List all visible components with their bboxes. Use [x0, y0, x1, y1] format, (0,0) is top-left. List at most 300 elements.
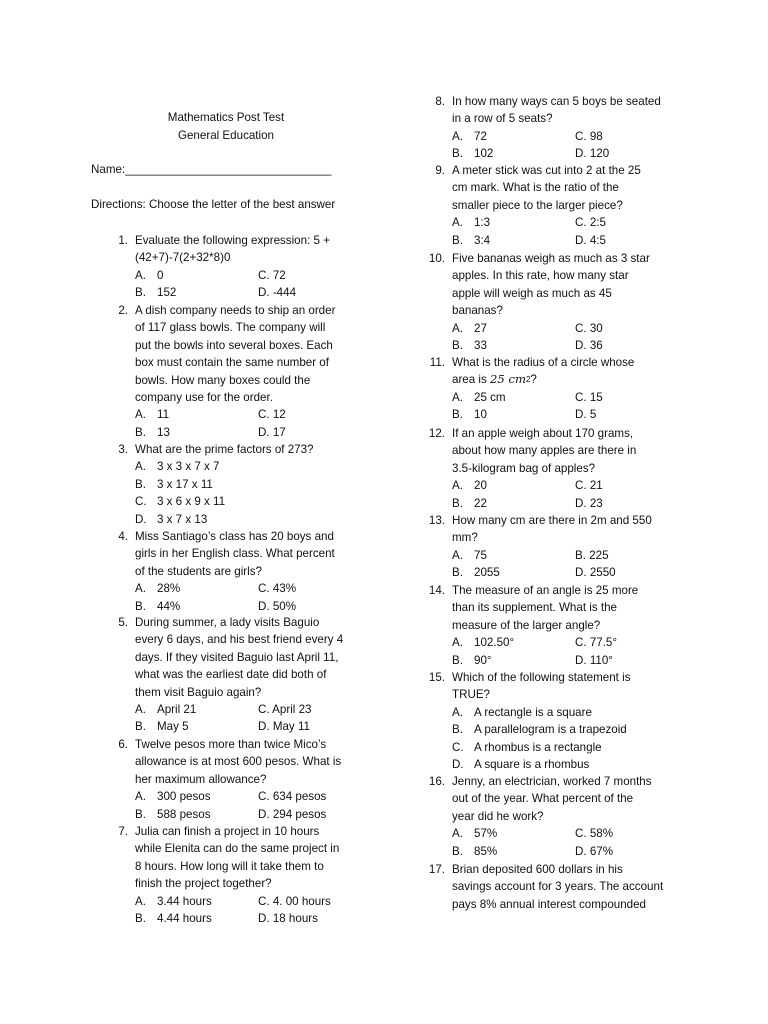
question-line [408, 582, 698, 599]
option-row [452, 389, 698, 406]
option-letter: A. [452, 129, 463, 143]
option-letter: A. [452, 548, 463, 562]
question-10 [408, 250, 698, 354]
answer-options [452, 128, 698, 163]
question-text: Julia can finish a project in 10 hours [135, 825, 320, 838]
question-line [91, 614, 381, 631]
option-text: 3 x 17 x 11 [157, 477, 213, 491]
question-text: bananas? [452, 304, 503, 318]
question-5 [91, 614, 381, 736]
question-line [408, 861, 698, 878]
question-text: bowls. How many boxes could the [135, 373, 311, 387]
question-line [408, 110, 698, 127]
question-number: 13. [428, 514, 445, 527]
option-text: 102 [474, 147, 494, 161]
option-text: 85% [474, 844, 498, 858]
option-row [135, 493, 381, 510]
answer-options [135, 406, 381, 441]
option [135, 598, 258, 615]
option-letter: B. [135, 425, 146, 439]
option-text: 22 [474, 496, 487, 510]
option-text: 3 x 3 x 7 x 7 [157, 460, 220, 474]
question-text: Jenny, an electrician, worked 7 months [452, 775, 652, 788]
option-row [135, 267, 381, 284]
question-number: 5. [118, 616, 128, 629]
option-row [452, 704, 698, 721]
question-13 [408, 512, 698, 582]
option-row [135, 580, 381, 597]
directions-text: Directions: Choose the letter of the best answer [91, 198, 336, 211]
question-line [91, 528, 381, 545]
question-line [91, 666, 381, 683]
option-letter: A. [135, 703, 146, 717]
option-row [135, 511, 381, 528]
question-line [408, 285, 698, 302]
answer-options [452, 214, 698, 249]
option: D. 294 pesos [258, 807, 327, 821]
option: D. 17 [258, 425, 286, 439]
option-text: 75 [474, 548, 487, 562]
question-number [91, 319, 135, 336]
question-number [408, 878, 452, 895]
option-row [452, 145, 698, 162]
question-text: cm mark. What is the ratio of the [452, 181, 619, 195]
option [135, 580, 258, 597]
question-line [408, 896, 698, 913]
question-6 [91, 736, 381, 823]
option [452, 232, 575, 249]
question-number: 15. [428, 671, 445, 684]
question-line [408, 179, 698, 196]
question-15 [408, 669, 698, 773]
option [452, 389, 575, 406]
answer-options [452, 477, 698, 512]
question-text: of 117 glass bowls. The company will [135, 321, 326, 335]
question-line [91, 563, 381, 580]
option-row [135, 701, 381, 718]
option-letter: B. [135, 286, 146, 300]
option-row [135, 598, 381, 615]
question-number: 1. [118, 234, 128, 247]
option-letter: A. [135, 582, 146, 596]
question-line [91, 840, 381, 857]
question-line [91, 771, 381, 788]
question-line [91, 389, 381, 406]
option [452, 825, 575, 842]
option: D. 23 [575, 496, 603, 510]
question-line [408, 617, 698, 634]
question-line [408, 878, 698, 895]
option-text: 13 [157, 425, 170, 439]
question-number [91, 337, 135, 354]
question-17 [408, 861, 698, 913]
question-12 [408, 425, 698, 512]
option: C. 634 pesos [258, 790, 327, 804]
answer-options [135, 893, 381, 928]
option-row [452, 337, 698, 354]
question-line [408, 460, 698, 477]
option: D. 4:5 [575, 233, 606, 247]
question-text: Which of the following statement is [452, 671, 631, 684]
question-text: area is 25 $cm^2$? [452, 372, 537, 387]
question-8 [408, 93, 698, 163]
question-text: in a row of 5 seats? [452, 112, 553, 126]
option: D. May 11 [258, 720, 310, 734]
question-line [408, 669, 698, 686]
option-row [452, 739, 698, 756]
question-number: 8. [435, 95, 445, 108]
option-text: 11 [157, 408, 170, 422]
question-text: than its supplement. What is the [452, 601, 617, 615]
option: C. 15 [575, 390, 603, 404]
option-letter: A. [452, 216, 463, 230]
question-text: What is the radius of a circle whose [452, 356, 635, 369]
question-number: 16. [428, 775, 445, 788]
option-letter: D. [135, 512, 147, 526]
question-number [91, 684, 135, 701]
question-line [91, 319, 381, 336]
option [452, 128, 575, 145]
option-letter: B. [452, 496, 463, 510]
question-number [408, 110, 452, 127]
question-text: Five bananas weigh as much as 3 star [452, 252, 650, 265]
option-text: 90° [474, 653, 492, 667]
option-letter: A. [135, 408, 146, 422]
question-11 [408, 354, 698, 424]
option-row [135, 806, 381, 823]
option-row [452, 495, 698, 512]
option-text: A rhombus is a rectangle [474, 740, 602, 754]
question-text: of the students are girls? [135, 564, 262, 578]
question-number: 12. [428, 427, 445, 440]
question-line [91, 858, 381, 875]
option-letter: D. [452, 758, 464, 772]
option-row [135, 893, 381, 910]
option [135, 788, 258, 805]
option-text: A parallelogram is a trapezoid [474, 723, 627, 737]
option: C. 2:5 [575, 216, 606, 230]
question-number [91, 840, 135, 857]
option [135, 406, 258, 423]
question-7 [91, 823, 381, 927]
question-text: about how many apples are there in [452, 444, 637, 458]
option-text: 0 [157, 268, 164, 282]
question-text: while Elenita can do the same project in [135, 842, 340, 856]
question-number [408, 460, 452, 477]
question-number: 4. [118, 530, 128, 543]
question-text: In how many ways can 5 boys be seated [452, 95, 661, 108]
question-line [408, 599, 698, 616]
question-number [91, 771, 135, 788]
question-line [91, 354, 381, 371]
question-number: 2. [118, 304, 128, 317]
option [135, 424, 258, 441]
question-number: 14. [428, 584, 445, 597]
question-number [408, 267, 452, 284]
option-row [135, 284, 381, 301]
question-text: year did he work? [452, 809, 544, 823]
option-letter: A. [452, 479, 463, 493]
option-text: 4.44 hours [157, 912, 212, 926]
option-letter: B. [452, 147, 463, 161]
question-text: apples. In this rate, how many star [452, 269, 629, 283]
option-text: 1:3 [474, 216, 491, 230]
question-number [408, 617, 452, 634]
answer-options [135, 580, 381, 615]
option-text: 57% [474, 827, 498, 841]
option-letter: A. [135, 790, 146, 804]
option-row [135, 476, 381, 493]
option-text: 3 x 6 x 9 x 11 [157, 495, 226, 509]
question-number [408, 599, 452, 616]
question-text: box must contain the same number of [135, 356, 329, 370]
question-number [91, 858, 135, 875]
question-line [408, 529, 698, 546]
question-text: company use for the order. [135, 391, 273, 405]
option-text: 3 x 7 x 13 [157, 512, 208, 526]
option [452, 406, 575, 423]
question-line [91, 736, 381, 753]
option: D. 36 [575, 339, 603, 353]
option: D. 2550 [575, 566, 616, 580]
question-number [91, 354, 135, 371]
answer-options [452, 704, 698, 774]
question-text: Miss Santiago’s class has 20 boys and [135, 530, 334, 543]
question-line [408, 371, 698, 388]
question-16 [408, 773, 698, 860]
option-text: 588 pesos [157, 807, 211, 821]
question-line [408, 686, 698, 703]
question-line [91, 372, 381, 389]
page-subtitle: General Education [177, 129, 275, 142]
question-text: Evaluate the following expression: 5 + [135, 234, 330, 247]
question-text: them visit Baguio again? [135, 685, 262, 699]
question-text: measure of the larger angle? [452, 618, 601, 632]
question-text: During summer, a lady visits Baguio [135, 616, 320, 629]
option-row [135, 910, 381, 927]
option-row [452, 477, 698, 494]
option: C. 77.5° [575, 636, 618, 650]
question-number: 3. [118, 443, 128, 456]
question-number [408, 371, 452, 388]
question-text: put the bowls into several boxes. Each [135, 338, 333, 352]
answer-options [452, 634, 698, 669]
question-text: every 6 days, and his best friend every 4 [135, 633, 344, 647]
question-number [91, 545, 135, 562]
question-number [91, 875, 135, 892]
option [452, 477, 575, 494]
question-line [408, 773, 698, 790]
option-text: 72 [474, 129, 487, 143]
question-text: her maximum allowance? [135, 772, 267, 786]
answer-options [135, 458, 381, 528]
question-text: savings account for 3 years. The account [452, 880, 664, 894]
option: C. 43% [258, 582, 297, 596]
question-number [91, 649, 135, 666]
option-text: 300 pesos [157, 790, 211, 804]
option [452, 495, 575, 512]
option-letter: B. [135, 807, 146, 821]
option-row [452, 825, 698, 842]
answer-options [452, 547, 698, 582]
answer-options [135, 701, 381, 736]
option-letter: B. [452, 844, 463, 858]
option-text: 44% [157, 599, 181, 613]
question-text: days. If they visited Baguio last April 11, [135, 650, 339, 664]
option-text: 2055 [474, 566, 500, 580]
question-text: A meter stick was cut into 2 at the 25 [452, 164, 641, 177]
question-number [91, 372, 135, 389]
question-line [408, 267, 698, 284]
option: C. 58% [575, 827, 614, 841]
question-4 [91, 528, 381, 615]
option-letter: B. [135, 912, 146, 926]
question-line [408, 425, 698, 442]
option-letter: B. [135, 477, 146, 491]
question-line [91, 684, 381, 701]
question-number [91, 631, 135, 648]
question-line [91, 302, 381, 319]
option: C. 12 [258, 408, 286, 422]
question-number [408, 808, 452, 825]
option [135, 267, 258, 284]
option [135, 910, 258, 927]
option-row [135, 406, 381, 423]
option-letter: A. [452, 705, 463, 719]
option-letter: C. [452, 740, 464, 754]
option: C. 21 [575, 479, 603, 493]
question-line [408, 93, 698, 110]
option-letter: A. [452, 827, 463, 841]
question-line [408, 250, 698, 267]
option-row [452, 843, 698, 860]
question-line [91, 441, 381, 458]
question-number [408, 302, 452, 319]
option-row [135, 718, 381, 735]
option: C. 98 [575, 129, 603, 143]
option-row [135, 788, 381, 805]
question-line [91, 545, 381, 562]
question-number: 9. [435, 164, 445, 177]
question-3 [91, 441, 381, 528]
option-text: 33 [474, 339, 487, 353]
option-row [452, 128, 698, 145]
question-number [91, 249, 135, 266]
option [452, 145, 575, 162]
question-number: 7. [118, 825, 128, 838]
option: C. 4. 00 hours [258, 894, 331, 908]
option-letter: B. [452, 339, 463, 353]
option-letter: B. [452, 653, 463, 667]
option-letter: A. [135, 894, 146, 908]
question-text: mm? [452, 531, 478, 545]
option-text: 27 [474, 321, 487, 335]
question-line [91, 249, 381, 266]
question-text: Twelve pesos more than twice Mico’s [135, 738, 327, 751]
question-number: 6. [118, 738, 128, 751]
option-text: A square is a rhombus [474, 758, 590, 772]
option-text: 102.50° [474, 636, 515, 650]
answer-options [452, 825, 698, 860]
option-letter: A. [452, 636, 463, 650]
question-line [408, 442, 698, 459]
question-line [408, 197, 698, 214]
question-number: 11. [429, 356, 445, 369]
question-number [408, 686, 452, 703]
option-text: A rectangle is a square [474, 705, 592, 719]
option-text: 10 [474, 408, 487, 422]
option: C. 30 [575, 321, 603, 335]
option-text: May 5 [157, 720, 189, 734]
question-text: How many cm are there in 2m and 550 [452, 514, 652, 527]
question-line [91, 337, 381, 354]
question-text: The measure of an angle is 25 more [452, 584, 639, 597]
option-letter: A. [452, 321, 463, 335]
option-letter: A. [135, 460, 146, 474]
question-text: apple will weigh as much as 45 [452, 286, 612, 300]
question-number [408, 529, 452, 546]
option-letter: A. [135, 268, 146, 282]
question-line [91, 875, 381, 892]
option-row [452, 406, 698, 423]
option-letter: A. [452, 390, 463, 404]
question-number [408, 285, 452, 302]
option [452, 337, 575, 354]
option [135, 893, 258, 910]
option-row [452, 214, 698, 231]
option-row [452, 652, 698, 669]
option [452, 634, 575, 651]
question-number [91, 753, 135, 770]
question-14 [408, 582, 698, 669]
question-9 [408, 162, 698, 249]
math-expression: 25 cm [490, 372, 526, 387]
option-row [452, 634, 698, 651]
question-text: 8 hours. How long will it take them to [135, 859, 324, 873]
option [452, 214, 575, 231]
option-row [452, 547, 698, 564]
answer-options [452, 389, 698, 424]
option [452, 843, 575, 860]
question-line [91, 649, 381, 666]
question-line [91, 631, 381, 648]
question-text: Brian deposited 600 dollars in his [452, 863, 623, 876]
question-text: finish the project together? [135, 877, 272, 891]
option: B. 225 [575, 548, 609, 562]
option [452, 547, 575, 564]
option-row [135, 458, 381, 475]
option-letter: B. [452, 408, 463, 422]
question-number: 17. [428, 863, 445, 876]
option-text: 152 [157, 286, 177, 300]
option [135, 701, 258, 718]
option-letter: B. [135, 720, 146, 734]
option-letter: B. [452, 566, 463, 580]
question-text: If an apple weigh about 170 grams, [452, 427, 634, 440]
option-text: April 21 [157, 703, 197, 717]
option: D. 18 hours [258, 912, 318, 926]
question-line [408, 808, 698, 825]
question-2 [91, 302, 381, 441]
option-row [135, 424, 381, 441]
question-line [408, 790, 698, 807]
option: D. 50% [258, 599, 297, 613]
question-line [408, 302, 698, 319]
math-superscript: 2 [525, 375, 531, 385]
option [452, 652, 575, 669]
question-text: girls in her English class. What percent [135, 547, 335, 561]
option-text: 3:4 [474, 233, 491, 247]
